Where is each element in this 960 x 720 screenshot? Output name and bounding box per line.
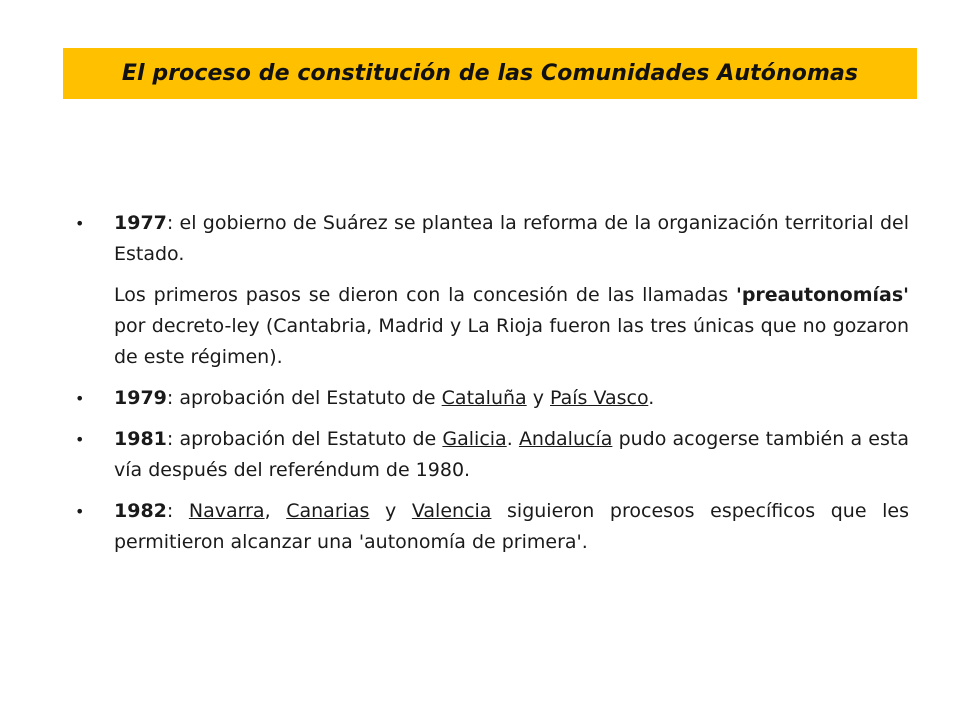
- bullet-icon: •: [75, 214, 85, 233]
- year-label: 1979: [114, 387, 167, 409]
- link-cataluna[interactable]: Cataluña: [441, 387, 527, 409]
- year-label: 1977: [114, 212, 167, 234]
- slide-content: [75, 208, 909, 568]
- paragraph-text: Los primeros pasos se dieron con la concesión de las llamadas: [114, 284, 736, 306]
- paragraph-text: por decreto-ley (Cantabria, Madrid y La Rioja fueron las tres únicas que no gozaron de este régimen).: [114, 315, 909, 368]
- bullet-text: y: [526, 387, 550, 409]
- link-galicia[interactable]: Galicia: [442, 428, 507, 450]
- link-valencia[interactable]: Valencia: [411, 500, 492, 522]
- bullet-text: : aprobación del Estatuto de: [166, 428, 443, 450]
- bullet-1982: [75, 496, 909, 558]
- preautonomias-term: 'preautonomías': [736, 284, 909, 306]
- bullet-text: ,: [264, 500, 287, 522]
- bullet-1979: [75, 383, 909, 414]
- year-label: 1982: [114, 500, 167, 522]
- bullet-text: pudo acogerse también a esta vía después del referéndum de 1980.: [114, 428, 909, 481]
- bullet-text: : el gobierno de Suárez se plantea la reforma de la organización territorial del Estado.: [114, 212, 909, 265]
- bullet-1977: [75, 208, 909, 270]
- bullet-icon: •: [75, 430, 85, 449]
- bullet-text: :: [166, 500, 189, 522]
- link-navarra[interactable]: Navarra: [188, 500, 265, 522]
- link-pais-vasco[interactable]: País Vasco: [550, 387, 649, 409]
- bullet-text: : aprobación del Estatuto de: [166, 387, 442, 409]
- preautonomias-paragraph: [75, 280, 909, 373]
- link-canarias[interactable]: Canarias: [286, 500, 370, 522]
- bullet-1981: [75, 424, 909, 486]
- link-andalucia[interactable]: Andalucía: [518, 428, 613, 450]
- bullet-text: siguieron procesos específicos que les permitieron alcanzar una 'autonomía de primera'.: [114, 500, 909, 553]
- year-label: 1981: [114, 428, 167, 450]
- bullet-icon: •: [75, 502, 85, 521]
- bullet-icon: •: [75, 389, 85, 408]
- bullet-text: .: [506, 428, 519, 450]
- bullet-text: .: [648, 387, 655, 409]
- title-bar: [63, 48, 917, 99]
- bullet-text: y: [369, 500, 412, 522]
- page-title: El proceso de constitución de las Comunidades Autónomas: [121, 61, 859, 86]
